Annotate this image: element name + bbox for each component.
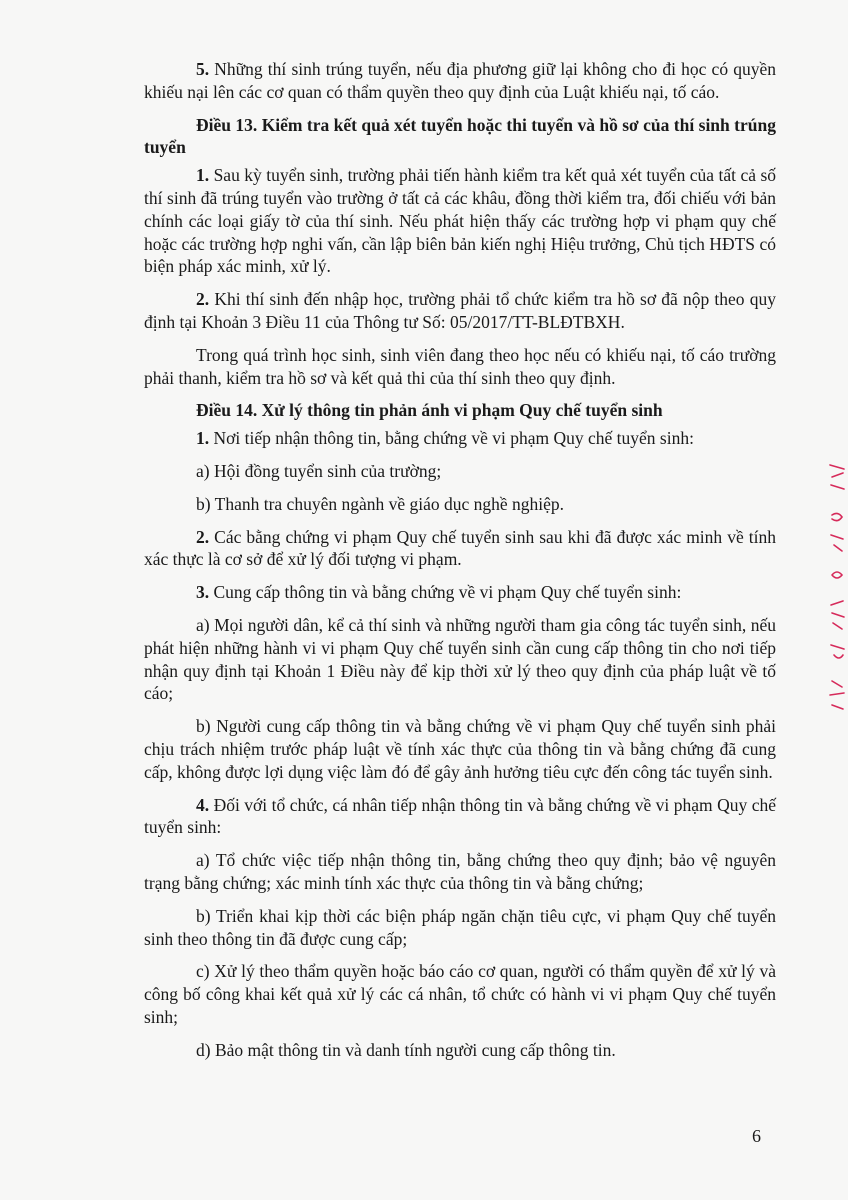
paragraph-a14-4b: b) Triển khai kịp thời các biện pháp ngăn chặn tiêu cực, vi phạm Quy chế tuyển sinh theo thông tin đã được cung cấp;	[144, 905, 776, 949]
document-body	[144, 58, 776, 1071]
paragraph-a14-4a: a) Tổ chức việc tiếp nhận thông tin, bằng chứng theo quy định; bảo vệ nguyên trạng bằng chứng; xác minh tính xác thực của thông tin và bằng chứng;	[144, 850, 776, 893]
clause-number: 4.	[196, 794, 210, 815]
clause-number: 5.	[196, 59, 210, 79]
clause-number: 3.	[196, 582, 210, 603]
paragraph-a14-clause-2	[144, 526, 776, 572]
paragraph-text: Khi thí sinh đến nhập học, trường phải tổ chức kiểm tra hồ sơ đã nộp theo quy định tại Khoản 3 Điều 11 của Thông tư Số: 05/2017/TT-BLĐTBXH.	[144, 289, 776, 332]
paragraph-a14-4d: d) Bảo mật thông tin và danh tính người cung cấp thông tin.	[196, 1039, 616, 1060]
paragraph-a14-clause-1	[144, 427, 776, 450]
paragraph-text: Các bằng chứng vi phạm Quy chế tuyển sinh sau khi đã được xác minh về tính xác thực là cơ sở để xử lý đối tượng vi phạm.	[144, 526, 776, 570]
stamp-mark-icon	[826, 455, 848, 715]
paragraph-a14-clause-3	[144, 581, 776, 604]
paragraph-a14-4c: c) Xử lý theo thẩm quyền hoặc báo cáo cơ quan, người có thẩm quyền để xử lý và công bố công khai kết quả xử lý các cá nhân, tổ chức có hành vi vi phạm Quy chế tuyển sinh;	[144, 961, 776, 1027]
paragraph-a14-clause-4	[144, 794, 776, 840]
paragraph-a14-3a: a) Mọi người dân, kể cả thí sinh và những người tham gia công tác tuyển sinh, nếu phát hiện những hành vi vi phạm Quy chế tuyển sinh cần cung cấp thông tin cho nơi tiếp nhận quy định tại Khoản 1 Điều này để kịp thời xử lý theo quy định của pháp luật về tố cáo;	[144, 614, 776, 704]
paragraph-a14-1a: a) Hội đồng tuyển sinh của trường;	[196, 460, 442, 481]
clause-number: 2.	[196, 289, 210, 310]
paragraph-a13-note: Trong quá trình học sinh, sinh viên đang theo học nếu có khiếu nại, tố cáo trường phải thanh, kiểm tra hồ sơ và kết quả thi của thí sinh theo quy định.	[144, 344, 776, 388]
paragraph-text: Những thí sinh trúng tuyển, nếu địa phương giữ lại không cho đi học có quyền khiếu nại lên các cơ quan có thẩm quyền theo quy định của Luật khiếu nại, tố cáo.	[144, 59, 776, 102]
paragraph-a13-clause-1	[144, 164, 776, 278]
article-13-heading: Điều 13. Kiểm tra kết quả xét tuyển hoặc thi tuyển và hồ sơ của thí sinh trúng tuyển	[144, 114, 776, 158]
paragraph-clause-5	[144, 58, 776, 104]
paragraph-a14-3b: b) Người cung cấp thông tin và bằng chứng về vi phạm Quy chế tuyển sinh phải chịu trách nhiệm trước pháp luật về tính xác thực của thông tin và bằng chứng đã cung cấp, không được lợi dụng việc làm đó để gây ảnh hưởng tiêu cực đến công tác tuyển sinh.	[144, 716, 776, 782]
article-14-heading: Điều 14. Xử lý thông tin phản ánh vi phạm Quy chế tuyển sinh	[196, 400, 663, 421]
clause-number: 1.	[196, 428, 210, 449]
paragraph-a13-clause-2	[144, 288, 776, 334]
paragraph-a14-1b: b) Thanh tra chuyên ngành về giáo dục nghề nghiệp.	[196, 493, 565, 514]
paragraph-text: Nơi tiếp nhận thông tin, bằng chứng về vi phạm Quy chế tuyển sinh:	[209, 428, 694, 449]
clause-number: 1.	[196, 165, 210, 186]
clause-number: 2.	[196, 526, 210, 547]
paragraph-text: Sau kỳ tuyển sinh, trường phải tiến hành kiểm tra kết quả xét tuyển của tất cả số thí sinh đã trúng tuyển vào trường ở tất cả các khâu, đồng thời kiểm tra, đối chiếu với bản chính các loại giấy tờ của thí sinh. Nếu phát hiện thấy các trường hợp vi phạm quy chế hoặc các trường hợp nghi vấn, cần lập biên bản kiến nghị Hiệu trưởng, Chủ tịch HĐTS có biện pháp xác minh, xử lý.	[144, 165, 776, 277]
paragraph-text: Cung cấp thông tin và bằng chứng về vi phạm Quy chế tuyển sinh:	[209, 582, 682, 603]
page-number: 6	[752, 1126, 761, 1146]
paragraph-text: Đối với tổ chức, cá nhân tiếp nhận thông tin và bằng chứng về vi phạm Quy chế tuyển sinh:	[144, 794, 776, 838]
